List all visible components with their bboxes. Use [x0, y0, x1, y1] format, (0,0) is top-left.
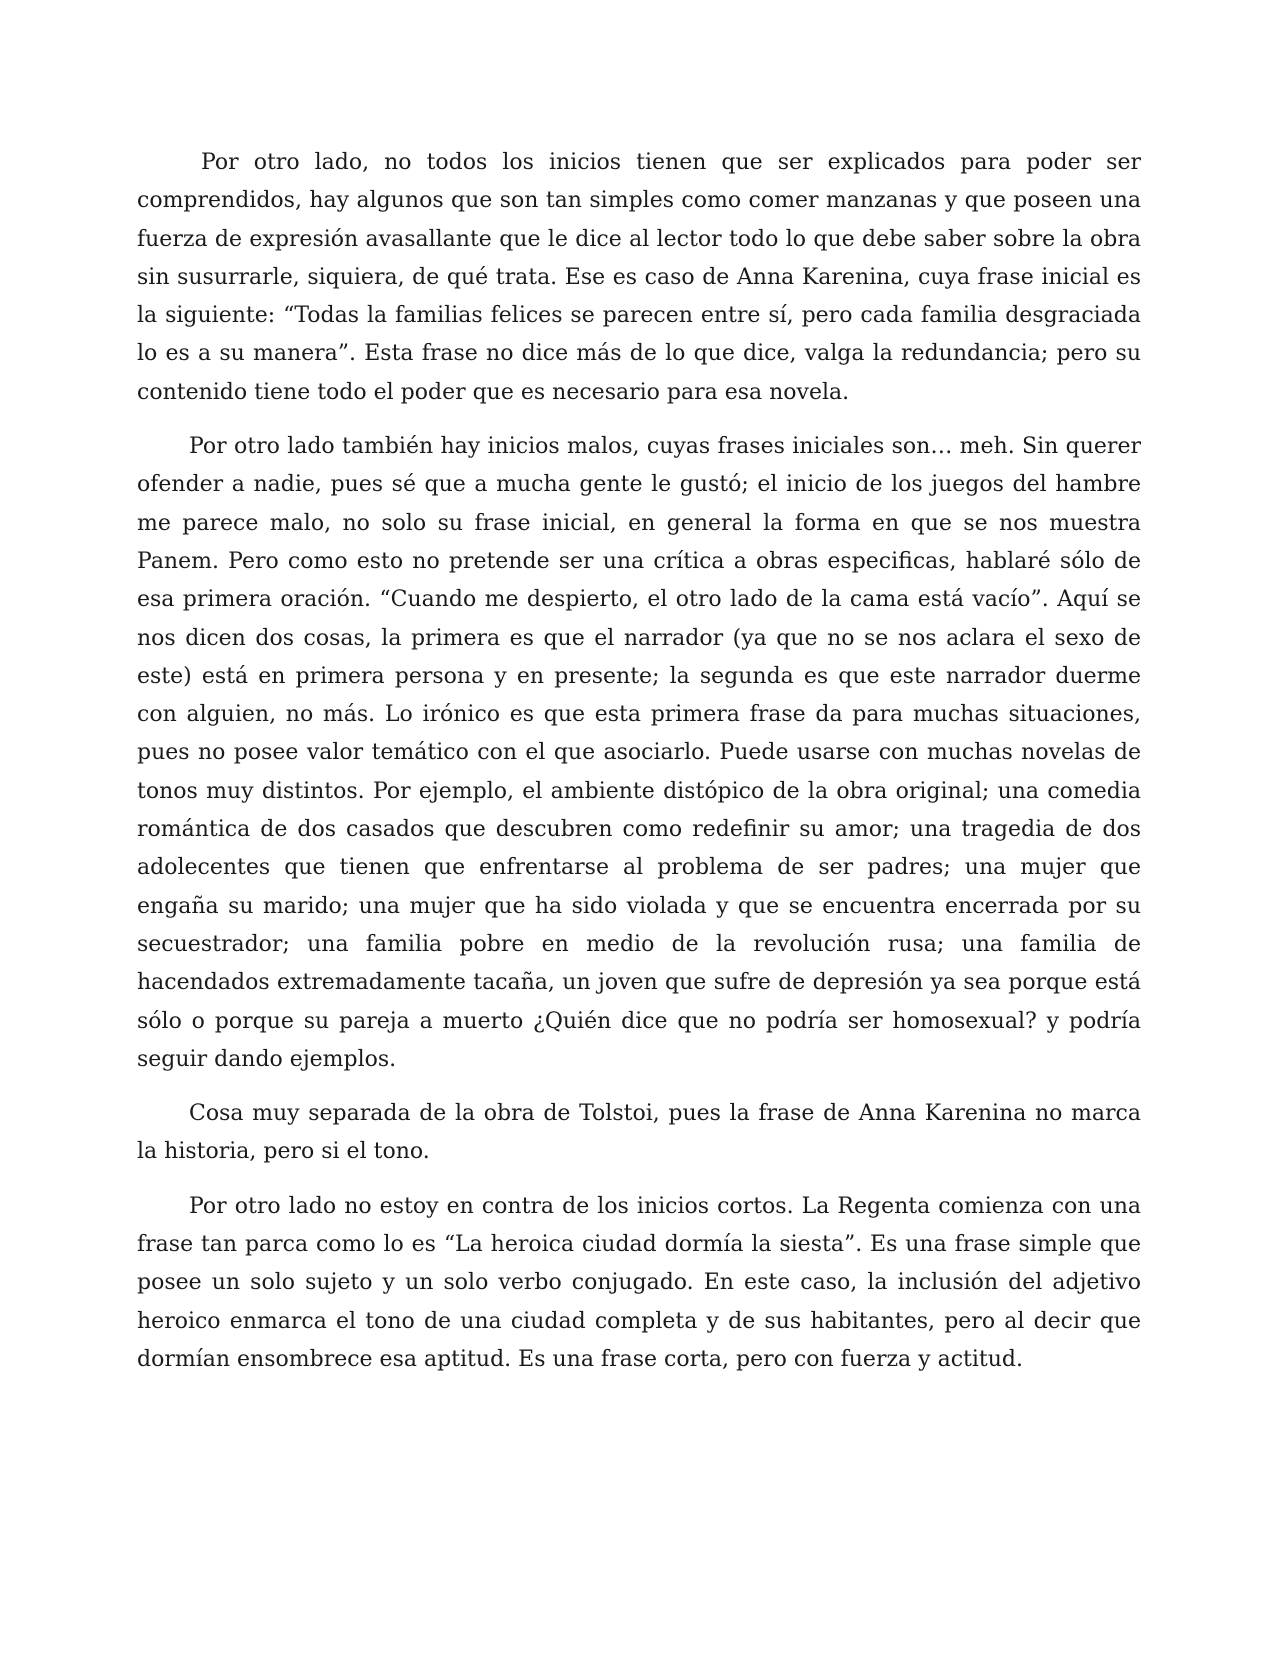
- paragraph: Cosa muy separada de la obra de Tolstoi, pues la frase de Anna Karenina no marca la historia, pero si el tono.: [137, 1101, 1141, 1165]
- paragraph: Por otro lado no estoy en contra de los inicios cortos. La Regenta comienza con una frase tan parca como lo es “La heroica ciudad dormía la siesta”. Es una frase simple que posee un solo sujeto y un solo verbo conjugado. En este caso, la inclusión del adjetivo heroico enmarca el tono de una ciudad completa y de sus habitantes, pero al decir que dormían ensombrece esa aptitud. Es una frase corta, pero con fuerza y actitud.: [137, 1193, 1141, 1372]
- document-body: [137, 144, 1141, 1395]
- paragraph: Por otro lado, no todos los inicios tienen que ser explicados para poder ser comprendidos, hay algunos que son tan simples como comer manzanas y que poseen una fuerza de expresión avasallante que le dice al lector todo lo que debe saber sobre la obra sin susurrarle, siquiera, de qué trata. Ese es caso de Anna Karenina, cuya frase inicial es la siguiente: “Todas la familias felices se parecen entre sí, pero cada familia desgraciada lo es a su manera”. Esta frase no dice más de lo que dice, valga la redundancia; pero su contenido tiene todo el poder que es necesario para esa novela.: [137, 150, 1141, 405]
- paragraph: Por otro lado también hay inicios malos, cuyas frases iniciales son… meh. Sin querer ofender a nadie, pues sé que a mucha gente le gustó; el inicio de los juegos del hambre me parece malo, no solo su frase inicial, en general la forma en que se nos muestra Panem. Pero como esto no pretende ser una crítica a obras especificas, hablaré sólo de esa primera oración. “Cuando me despierto, el otro lado de la cama está vacío”. Aquí se nos dicen dos cosas, la primera es que el narrador (ya que no se nos aclara el sexo de este) está en primera persona y en presente; la segunda es que este narrador duerme con alguien, no más. Lo irónico es que esta primera frase da para muchas situaciones, pues no posee valor temático con el que asociarlo. Puede usarse con muchas novelas de tonos muy distintos. Por ejemplo, el ambiente distópico de la obra original; una comedia romántica de dos casados que descubren como redefinir su amor; una tragedia de dos adolecentes que tienen que enfrentarse al problema de ser padres; una mujer que engaña su marido; una mujer que ha sido violada y que se encuentra encerrada por su secuestrador; una familia pobre en medio de la revolución rusa; una familia de hacendados extremadamente tacaña, un joven que sufre de depresión ya sea porque está sólo o porque su pareja a muerto ¿Quién dice que no podría ser homosexual? y podría seguir dando ejemplos.: [137, 434, 1141, 1072]
